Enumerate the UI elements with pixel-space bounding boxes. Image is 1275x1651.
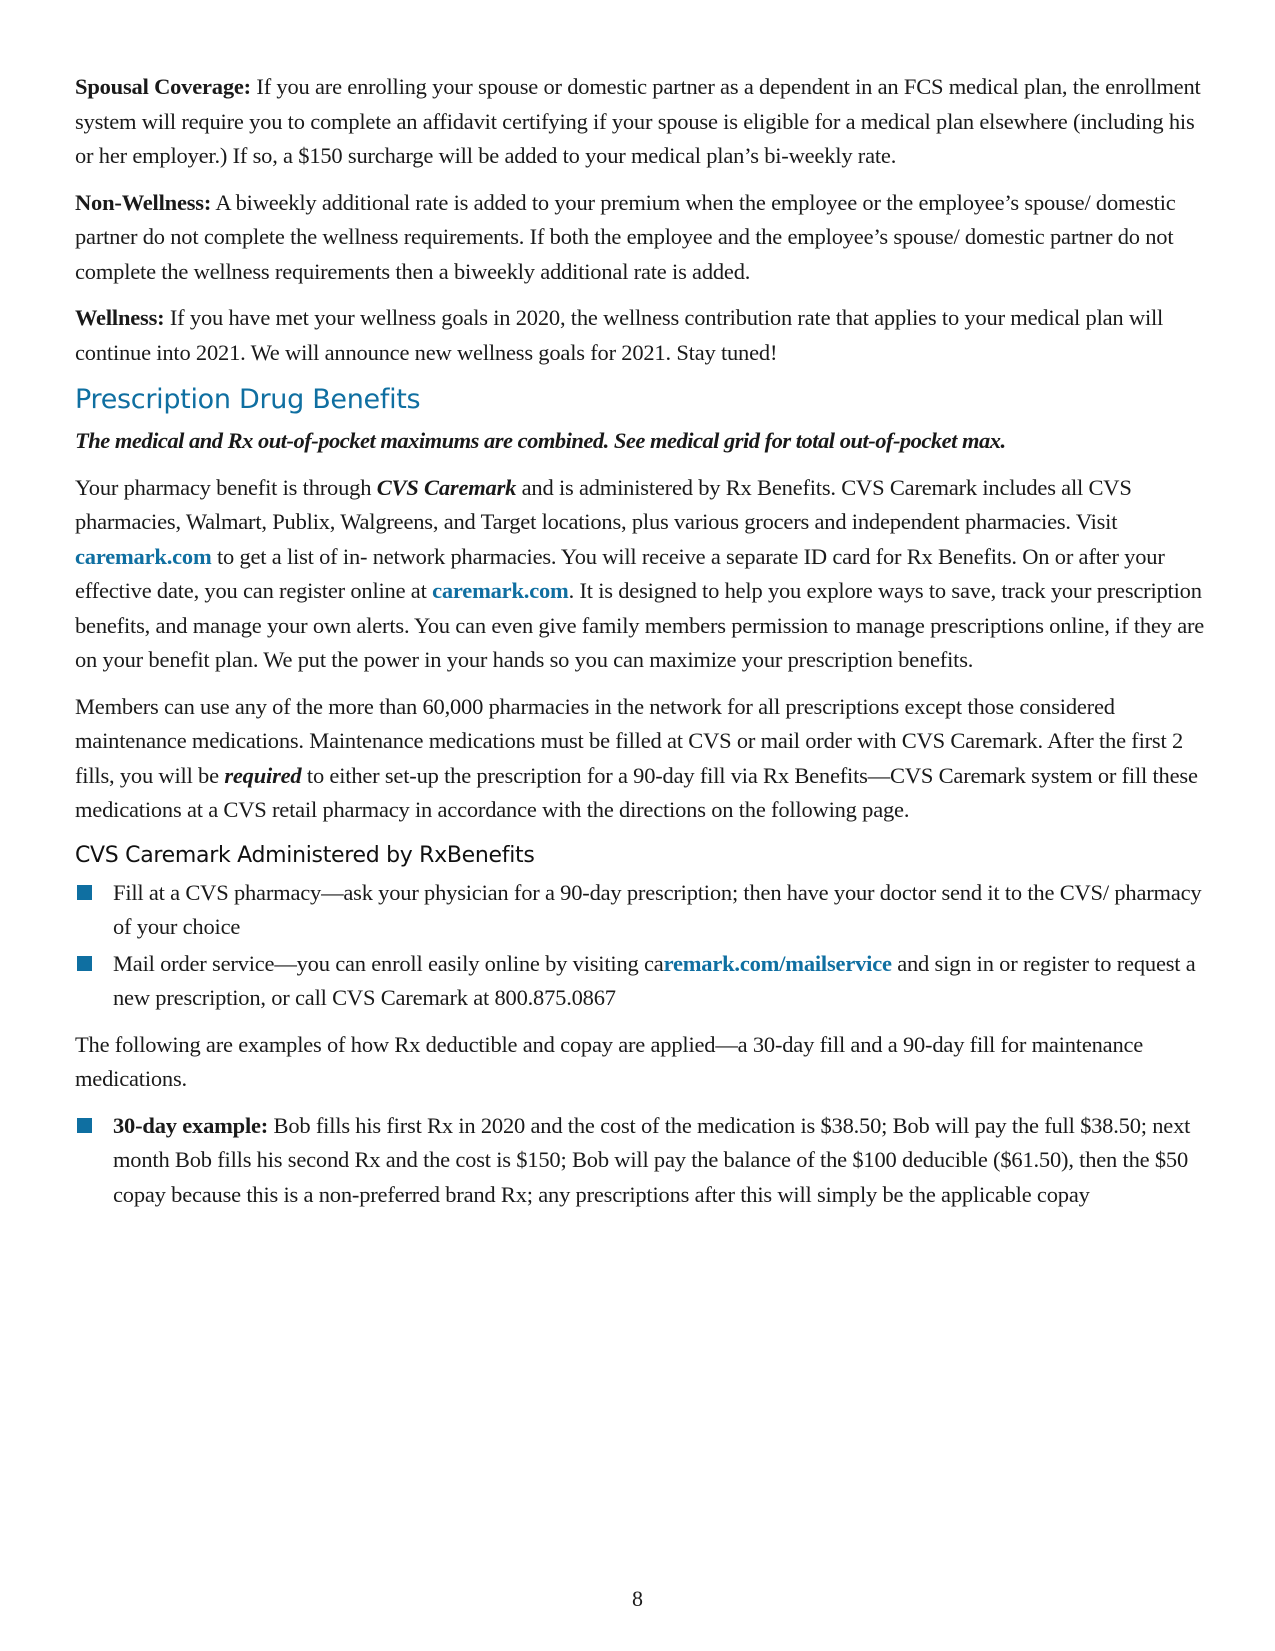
- non-wellness-text: A biweekly additional rate is added to your premium when the employee or the employee’s spouse/ domestic partner do not complete the wellness requirements. If both the employee and the employee’s spouse/ domestic partner do not complete the wellness requirements then a biweekly additional rate is added.: [75, 189, 1176, 284]
- subheading-cvs-caremark: CVS Caremark Administered by RxBenefits: [75, 842, 535, 868]
- members-text-2: to either set-up the prescription for a 90-day fill via Rx Benefits—CVS Caremark system or fill these medications at a CVS retail pharmacy in accordance with the directions on the following page.: [75, 762, 1198, 822]
- oop-max-note: The medical and Rx out-of-pocket maximums are combined. See medical grid for total out-of-pocket max.: [75, 428, 1006, 453]
- list-item: [75, 876, 1205, 945]
- spousal-coverage-paragraph: [75, 70, 1205, 174]
- caremark-register-link[interactable]: caremark.com: [432, 578, 569, 603]
- document-page: [75, 70, 1205, 1224]
- example-text: Bob fills his first Rx in 2020 and the cost of the medication is $38.50; Bob will pay the full $38.50; next month Bob fills his second Rx and the cost is $150; Bob will pay the balance of the $100 deducible ($61.50), then the $50 copay because this is a non-preferred brand Rx; any prescriptions after this will simply be the applicable copay: [113, 1112, 1191, 1207]
- pharmacy-text-1: Your pharmacy benefit is through: [75, 474, 377, 500]
- wellness-label: Wellness:: [75, 305, 165, 330]
- example-label: 30-day example:: [113, 1112, 269, 1138]
- spousal-coverage-label: Spousal Coverage:: [75, 74, 251, 99]
- pharmacy-text-4: . It is designed to help you explore ways to save, track your prescription benefits, and manage your own alerts. You can even give family members permission to manage prescriptions online, if they are on your benefit plan. We put the power in your hands so you can maximize your prescription benefits.: [75, 578, 1205, 672]
- members-text-1: Members can use any of the more than 60,000 pharmacies in the network for all prescriptions except those considered maintenance medications. Maintenance medications must be filled at CVS or mail order with CVS Caremark. After the first 2 fills, you will be: [75, 693, 1183, 788]
- list-item-text: Fill at a CVS pharmacy—ask your physician for a 90-day prescription; then have your doctor send it to the CVS/ pharmacy of your choice: [113, 879, 1202, 939]
- page-number: 8: [632, 1586, 643, 1611]
- spousal-coverage-text: If you are enrolling your spouse or domestic partner as a dependent in an FCS medical plan, the enrollment system will require you to complete an affidavit certifying if your spouse is eligible for a medical plan elsewhere (including his or her employer.) If so, a $150 surcharge will be added to your medical plan’s bi-weekly rate.: [75, 74, 1201, 168]
- section-heading-prescription: Prescription Drug Benefits: [75, 384, 421, 415]
- mailservice-link[interactable]: remark.com/mailservice: [663, 950, 892, 976]
- non-wellness-label: Non-Wellness:: [75, 189, 212, 215]
- pharmacy-benefit-paragraph: [75, 471, 1205, 678]
- pharmacy-text-3: to get a list of in- network pharmacies. You will receive a separate ID card for Rx Benefits. On or after your effective date, you can register online at: [75, 543, 1165, 603]
- pharmacy-text-2: and is administered by Rx Benefits. CVS Caremark includes all CVS pharmacies, Walmart, Publix, Walgreens, and Target locations, plus various grocers and independent pharmacies. Visit: [75, 474, 1132, 534]
- wellness-text: If you have met your wellness goals in 2020, the wellness contribution rate that applies to your medical plan will continue into 2021. We will announce new wellness goals for 2021. Stay tuned!: [75, 305, 1164, 365]
- square-bullet-icon: [77, 1118, 92, 1133]
- cvs-options-list: [75, 876, 1205, 1016]
- list-item: [75, 1109, 1205, 1213]
- non-wellness-paragraph: [75, 186, 1205, 290]
- square-bullet-icon: [77, 885, 92, 900]
- examples-list: [75, 1109, 1205, 1213]
- list-item-text-1: Mail order service—you can enroll easily online by visiting ca: [113, 950, 664, 976]
- cvs-caremark-brand: CVS Caremark: [376, 474, 517, 500]
- examples-intro-paragraph: The following are examples of how Rx deductible and copay are applied—a 30-day fill and a 90-day fill for maintenance medications.: [75, 1031, 1144, 1091]
- caremark-link[interactable]: caremark.com: [75, 543, 212, 569]
- wellness-paragraph: [75, 301, 1205, 370]
- list-item: [75, 947, 1205, 1016]
- square-bullet-icon: [77, 956, 92, 971]
- members-paragraph: [75, 690, 1205, 828]
- list-item-text-2: and sign in or register to request a new prescription, or call CVS Caremark at 800.875.0867: [113, 950, 1196, 1010]
- required-emphasis: required: [224, 762, 302, 788]
